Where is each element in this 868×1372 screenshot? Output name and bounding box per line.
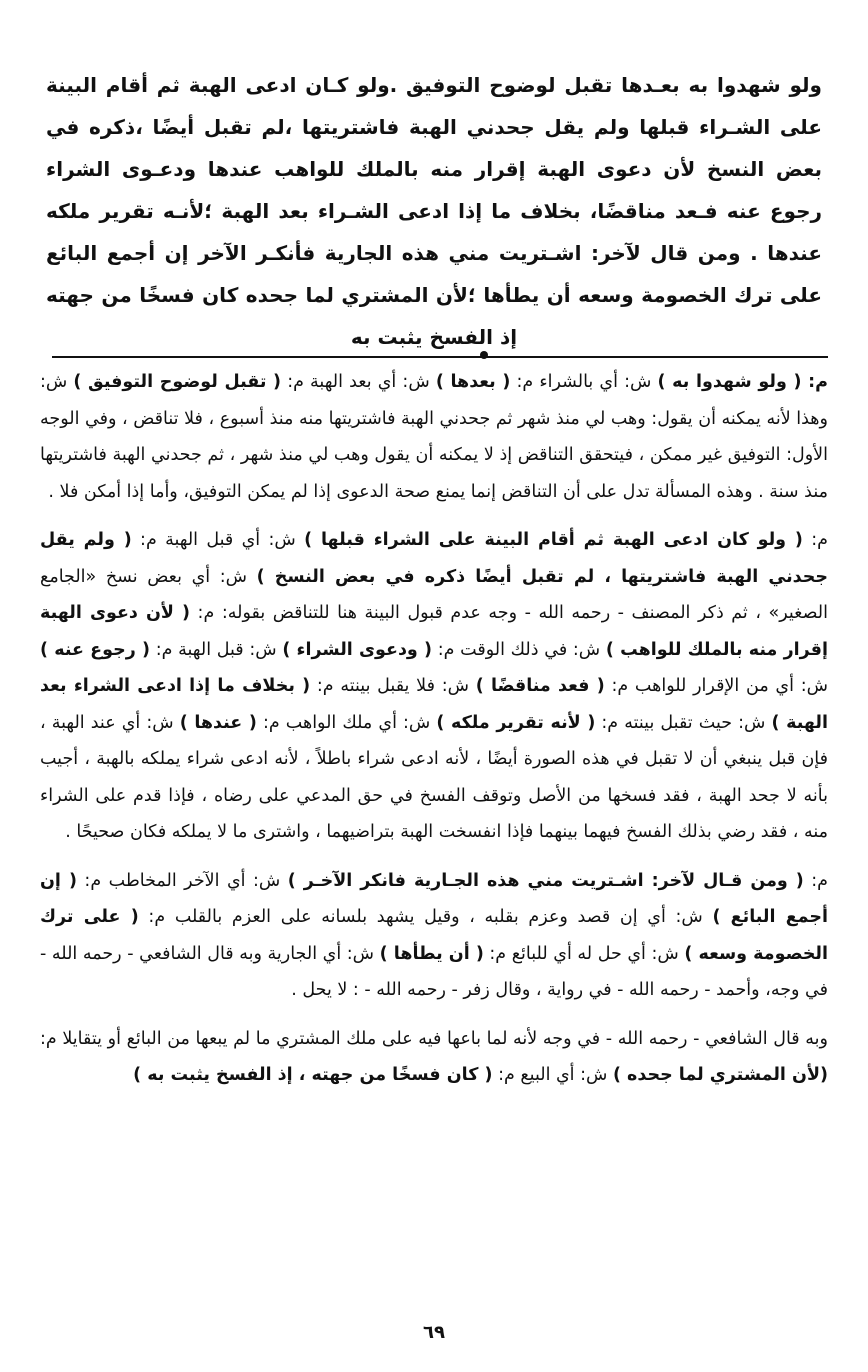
commentary-text: ش: أي البيع م: [492,1065,613,1085]
commentary-text: ش: فلا يقبل بينته م: [310,676,476,696]
commentary-paragraph-2 [40,522,828,851]
matn-quote: م: ( ولو شهدوا به ) [657,372,828,392]
matn-quote: (لأن المشتري لما جحده ) [612,1065,828,1085]
matn-quote: ( ولم يقل جحدني الهبة فاشتريتها ، لم تقبل أيضًا ذكره في بعض النسخ ) [40,530,828,587]
commentary-text: ش: قبل الهبة م: [150,639,283,660]
commentary-paragraph-3 [40,863,828,1009]
commentary-text: ش: أي بالشراء م: [510,372,658,392]
main-matn-text: ولو شهدوا به بعـدها تقبل لوضوح التوفيق .ولو كـان ادعى الهبة ثم أقام البينة على الشـراء قبلها ولم يقل جحدني الهبة فاشتريتها ،لم تقبل أيضًا ،ذكره في بعض النسخ لأن دعوى الهبة إقرار منه بالملك للواهب عندها ودعـوى الشراء رجوع عنه فـعد مناقضًا، بخلاف ما إذا ادعى الشـراء بعد الهبة ؛لأنـه تقرير ملكه عندها . ومن قال لآخر: اشـتريت مني هذه الجارية فأنكـر الآخر إن أجمع البائع على ترك الخصومة وسعه أن يطأها ؛لأن المشتري لما جحده كان فسخًا من جهته إذ الفسخ يثبت به [46,73,822,349]
matn-quote: ( بعدها ) [435,372,511,392]
matn-quote: ( بخلاف ما إذا ادعى الشراء بعد الهبة ) [40,676,828,733]
commentary-text: ش: وهذا لأنه يمكنه أن يقول: وهب لي منذ شهر ثم جحدني الهبة فاشتريتها منه منذ أسبوع ، فلا تناقض ، وفي الوجه الأول: التوفيق غير ممكن ، فيتحقق التناقض إذ لا يمكنه أن يقول وهب لي منذ شهر ، ثم جحدني الهبة فاشتريتها منذ سنة . وهذه المسألة تدل على أن التناقض إنما يمنع صحة الدعوى إذا لم يمكن التوفيق، وأما إذا أمكن فلا . [40,372,828,502]
commentary-text: م: [803,870,829,891]
commentary-paragraph-4 [40,1021,828,1094]
commentary-text: ش: أي بعد الهبة م: [281,372,436,392]
commentary-section [40,364,828,1106]
matn-quote: ( لأنه تقرير ملكه ) [436,712,596,733]
matn-quote: ( ولو كان ادعى الهبة ثم أقام البينة على الشراء قبلها ) [304,530,803,550]
commentary-text: وبه قال الشافعي - رحمه الله - في وجه لأنه لما باعها فيه على ملك المشتري ما لم يبعها من البائع أو يتقايلا م: [40,1028,828,1049]
matn-quote: ( تقبل لوضوح التوفيق ) [73,372,282,392]
divider-dot [480,351,488,359]
commentary-text: ش: حيث تقبل بينته م: [595,712,772,733]
matn-quote: ( ودعوى الشراء ) [282,639,433,660]
commentary-text: ش: أي الآخر المخاطب م: [76,870,288,891]
commentary-text: ش: أي الجارية وبه قال الشافعي - رحمه الله - في وجه، وأحمد - رحمه الله - في رواية ، وقال زفر - رحمه الله - : لا يحل . [40,943,828,1000]
matn-quote: ( ومن قـال لآخر: اشـتريت مني هذه الجـارية فانكر الآخـر ) [287,870,804,891]
section-divider [52,356,828,358]
commentary-text: ش: أي بعض نسخ «الجامع الصغير» ، ثم ذكر المصنف - رحمه الله - وجه عدم قبول البينة هنا للتناقض بقوله: م: [40,566,828,623]
page-number: ٦٩ [423,1322,445,1343]
commentary-text: ش: أي حل له أي للبائع م: [483,943,685,964]
matn-quote: ( لأن دعوى الهبة إقرار منه بالملك للواهب ) [40,603,828,660]
commentary-text: ش: أي ملك الواهب م: [256,712,437,733]
matn-quote: ( رجوع عنه ) [40,639,151,660]
matn-quote: ( عندها ) [179,712,257,733]
matn-quote: ( أن يطأها ) [379,943,484,964]
matn-quote: ( على ترك الخصومة وسعه ) [40,907,828,964]
commentary-text: ش: أي عند الهبة ، فإن قبل ينبغي أن لا تقبل في هذه الصورة أيضًا ، لأنه ادعى شراء باطلاً ، لأنه ادعى شراء يملكه بالهبة ، أجيب بأنه لا جحد الهبة ، فقد فسخها من الأصل وتوقف الفسخ في حق المدعي على رضاه ، فإذا قدم على الشراء منه ، فقد رضي بذلك الفسخ فيهما بينهما فإذا انفسخت الهبة بتراضيهما ، واشترى ما لا يملكه فكان صحيحًا . [40,712,828,842]
matn-quote: ( فعد مناقضًا ) [475,676,605,696]
commentary-text: ش: أي من الإقرار للواهب م: [604,676,828,696]
commentary-text: ش: أي قبل الهبة م: [131,530,305,550]
commentary-text: ش: أي إن قصد وعزم بقلبه ، وقيل يشهد بلسانه على العزم بالقلب م: [138,907,713,927]
matn-quote: ( إن أجمع البائع ) [40,870,829,927]
commentary-text: ش: في ذلك الوقت م: [432,639,606,660]
matn-quote: ( كان فسخًا من جهته ، إذ الفسخ يثبت به ) [133,1065,493,1085]
commentary-text: م: [802,530,828,550]
commentary-paragraph-1 [40,364,828,510]
